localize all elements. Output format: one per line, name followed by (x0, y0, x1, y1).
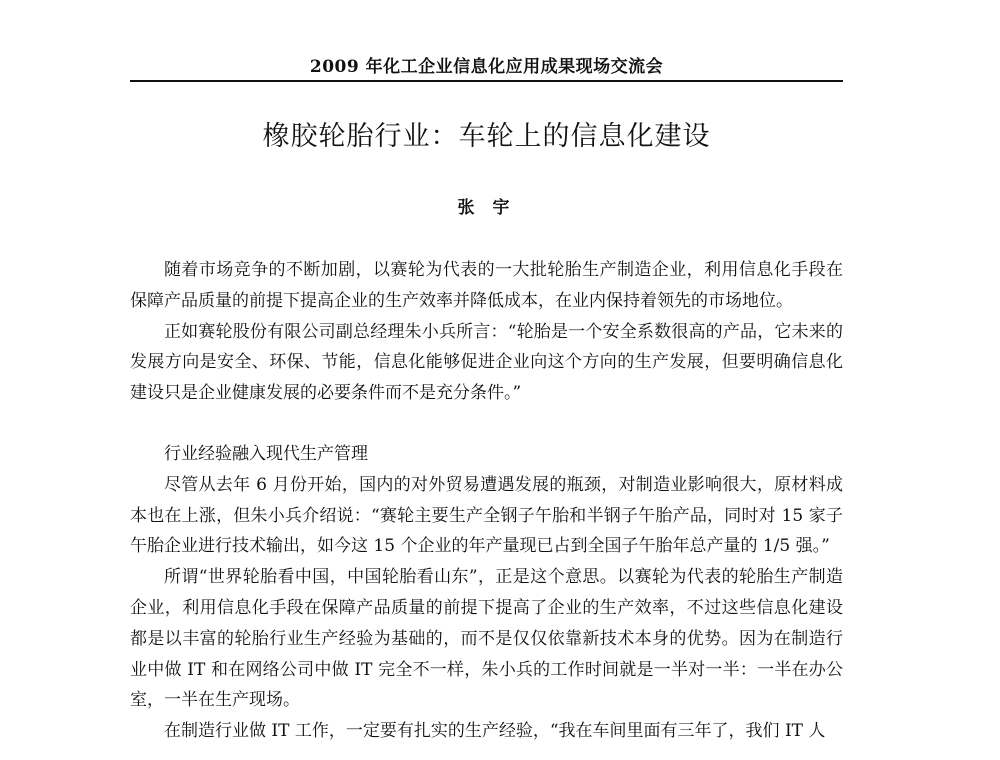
paragraph: 在制造行业做 IT 工作，一定要有扎实的生产经验，“我在车间里面有三年了，我们 IT 人 (164, 721, 826, 742)
article-body (130, 255, 843, 747)
paragraph: 正如赛轮股份有限公司副总经理朱小兵所言：“轮胎是一个安全系数很高的产品，它未来的发展方向是安全、环保、节能，信息化能够促进企业向这个方向的生产发展，但要明确信息化建设只是企业健康发展的必要条件而不是充分条件。” (130, 321, 843, 404)
section-gap (130, 409, 843, 439)
section-heading: 行业经验融入现代生产管理 (164, 443, 368, 464)
paragraph: 尽管从去年 6 月份开始，国内的对外贸易遭遇发展的瓶颈，对制造业影响很大，原材料成本也在上涨，但朱小兵介绍说：“赛轮主要生产全钢子午胎和半钢子午胎产品，同时对 15 家子午胎企业进行技术输出，如今这 15 个企业的年产量现已占到全国子午胎年总产量的 1/5 强。” (130, 474, 843, 557)
paragraph: 所谓“世界轮胎看中国，中国轮胎看山东”，正是这个意思。以赛轮为代表的轮胎生产制造企业，利用信息化手段在保障产品质量的前提下提高了企业的生产效率，不过这些信息化建设都是以丰富的轮胎行业生产经验为基础的，而不是仅仅依靠新技术本身的优势。因为在制造行业中做 IT 和在网络公司中做 IT 完全不一样，朱小兵的工作时间就是一半对一半：一半在办公室，一半在生产现场。 (130, 567, 843, 711)
article-author: 张 宇 (457, 198, 516, 218)
article-title: 橡胶轮胎行业：车轮上的信息化建设 (262, 121, 711, 152)
header-rule (130, 80, 843, 82)
running-header: 2009 年化工企业信息化应用成果现场交流会 (309, 57, 664, 77)
paragraph: 随着市场竞争的不断加剧，以赛轮为代表的一大批轮胎生产制造企业，利用信息化手段在保障产品质量的前提下提高企业的生产效率并降低成本，在业内保持着领先的市场地位。 (130, 260, 843, 311)
